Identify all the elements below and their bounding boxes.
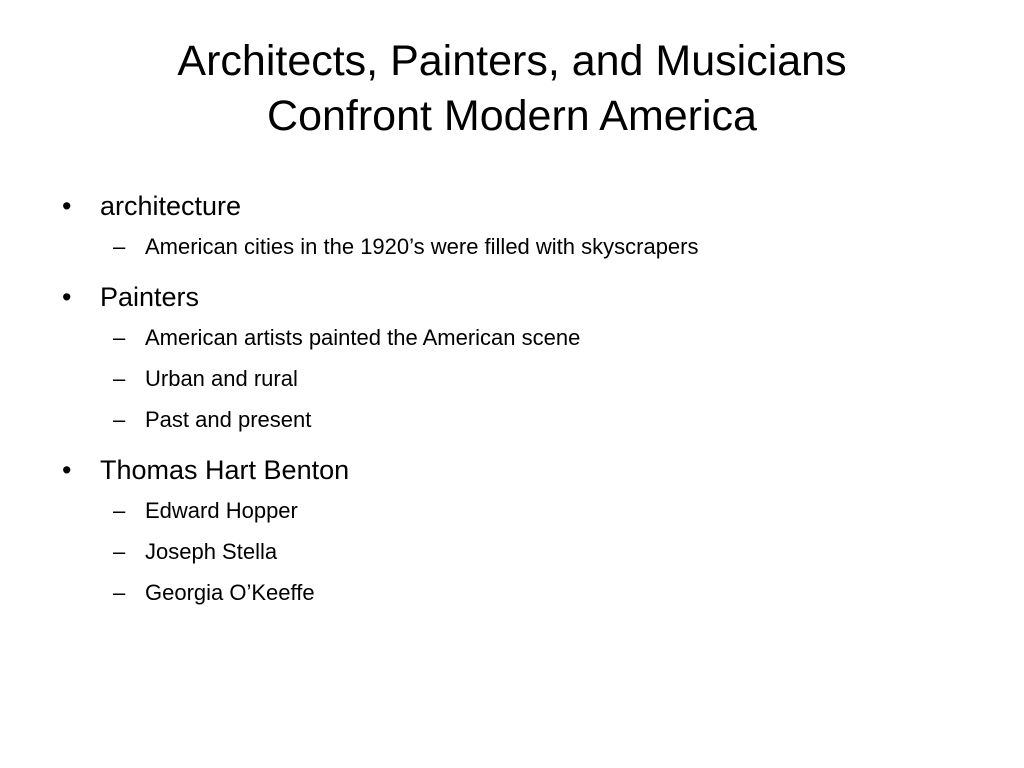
bullet-icon: • (62, 282, 72, 312)
dash-icon: – (113, 234, 126, 259)
sub-item (62, 490, 962, 531)
slide-body (62, 186, 962, 613)
dash-icon: – (113, 366, 126, 391)
slide-title (60, 34, 964, 144)
sub-item (62, 358, 962, 399)
bullet-text: Painters (100, 282, 200, 312)
sub-item (62, 226, 962, 267)
bullet-text: Thomas Hart Benton (100, 455, 350, 485)
sub-item-text: Urban and rural (145, 366, 298, 391)
sub-item-text: Edward Hopper (145, 498, 298, 523)
sub-item (62, 572, 962, 613)
bullet-icon: • (62, 191, 72, 221)
sub-item-text: American artists painted the American scene (145, 325, 581, 350)
bullet-text: architecture (100, 191, 242, 221)
sub-item-text: Past and present (145, 407, 312, 432)
sub-item-text: Georgia O’Keeffe (145, 580, 315, 605)
dash-icon: – (113, 498, 126, 523)
dash-icon: – (113, 325, 126, 350)
sub-item (62, 531, 962, 572)
bullet-item-thomas-hart-benton (62, 450, 962, 490)
bullet-icon: • (62, 455, 72, 485)
slide-title-line-1: Architects, Painters, and Musicians (177, 37, 847, 85)
bullet-item-architecture (62, 186, 962, 226)
slide-title-line-2: Confront Modern America (267, 92, 757, 140)
bullet-item-painters (62, 277, 962, 317)
dash-icon: – (113, 580, 126, 605)
dash-icon: – (113, 539, 126, 564)
sub-item (62, 317, 962, 358)
sub-item (62, 399, 962, 440)
sub-item-text: Joseph Stella (145, 539, 278, 564)
sub-item-text: American cities in the 1920’s were filled with skyscrapers (145, 234, 699, 259)
dash-icon: – (113, 407, 126, 432)
